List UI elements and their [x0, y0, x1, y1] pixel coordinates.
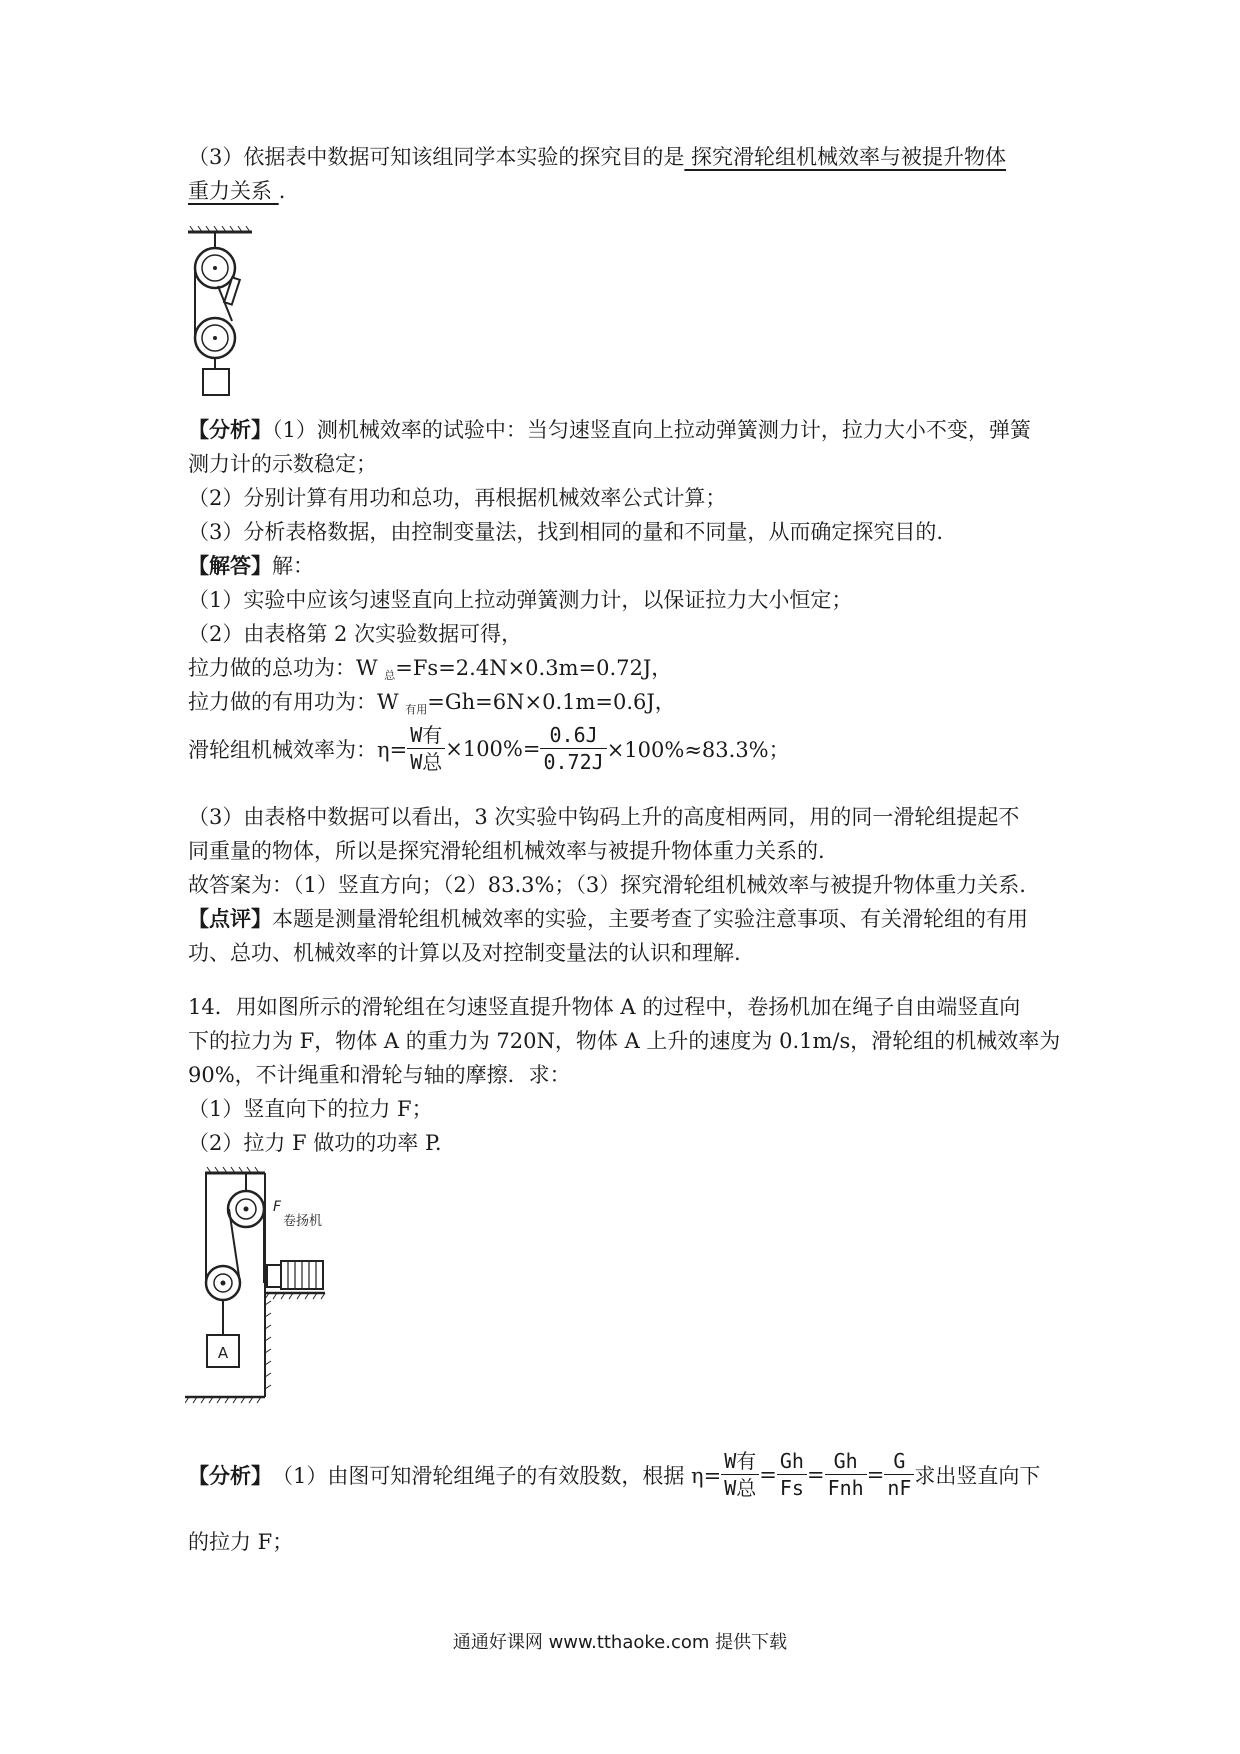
efficiency-mid: ×100%= — [445, 736, 541, 761]
analysis-13 — [188, 413, 1058, 719]
comment-tag: 【点评】 — [188, 907, 272, 931]
problem-14-line2: 下的拉力为 F，物体 A 的重力为 720N，物体 A 上升的速度为 0.1m/s，滑轮组的机械效率为 — [188, 1029, 1061, 1053]
analysis-13-p3: （3）分析表格数据，由控制变量法，找到相同的量和不同量，从而确定探究目的. — [188, 520, 944, 544]
analysis-14-line2: 的拉力 F； — [188, 1530, 294, 1554]
solution-13-continued — [188, 800, 1058, 970]
analysis-13-p1-line1: （1）测机械效率的试验中：当匀速竖直向上拉动弹簧测力计，拉力大小不变，弹簧 — [272, 418, 1031, 442]
fraction-values — [540, 722, 606, 775]
comment-line1: 本题是测量滑轮组机械效率的实验，主要考查了实验注意事项、有关滑轮组的有用 — [272, 907, 1028, 931]
solution-tag: 【解答】 — [188, 554, 272, 578]
force-f-label: F — [273, 1199, 282, 1215]
pulley-figure-2 — [185, 1165, 385, 1405]
analysis-14-tag: 【分析】 — [188, 1463, 272, 1488]
final-answer: 故答案为：（1）竖直方向；（2）83.3%；（3）探究滑轮组机械效率与被提升物体重力关系. — [188, 873, 1026, 897]
section-3-answer-part2: 重力关系 — [188, 179, 279, 203]
solution-13-s1: （1）实验中应该匀速竖直向上拉动弹簧测力计，以保证拉力大小恒定； — [188, 588, 853, 612]
efficiency-tail: ×100%≈83.3%； — [606, 737, 790, 762]
solution-13-s3-line2: 同重量的物体，所以是探究滑轮组机械效率与被提升物体重力关系的. — [188, 839, 825, 863]
fraction-1-num: W有 — [721, 1448, 759, 1475]
analysis-13-p2: （2）分别计算有用功和总功，再根据机械效率公式计算； — [188, 486, 727, 510]
total-work-sub: 总 — [384, 669, 396, 682]
fraction-2-den: Fs — [779, 1476, 804, 1500]
analysis-13-p1-line2: 测力计的示数稳定； — [188, 452, 377, 476]
section-3-answer-part1: 探究滑轮组机械效率与被提升物体 — [684, 145, 1007, 169]
total-work-label: 拉力做的总功为：W — [188, 656, 385, 680]
fraction-4 — [884, 1448, 914, 1501]
efficiency-formula — [188, 722, 790, 775]
useful-work-expr: =Gh=6N×0.1m=0.6J， — [427, 690, 676, 714]
fraction-2-num: Gh — [777, 1448, 807, 1475]
fraction-numerator-value: 0.6J — [540, 722, 606, 749]
section-3-prefix: （3）依据表中数据可知该组同学本实验的探究目的是 — [188, 145, 685, 169]
fraction-3 — [825, 1448, 867, 1501]
problem-14-line1: 14．用如图所示的滑轮组在匀速竖直提升物体 A 的过程中，卷扬机加在绳子自由端竖直向 — [188, 995, 1021, 1019]
section-3-suffix: . — [278, 179, 286, 203]
efficiency-label: 滑轮组机械效率为：η= — [188, 737, 408, 762]
fraction-3-den: Fnh — [827, 1476, 864, 1500]
block-a-label: A — [217, 1344, 229, 1362]
problem-14 — [188, 990, 1061, 1160]
winch-label: 卷扬机 — [283, 1214, 323, 1229]
solution-13-s3-line1: （3）由表格中数据可以看出，3 次实验中钩码上升的高度相两同，用的同一滑轮组提起不 — [188, 805, 1020, 829]
analysis-tag: 【分析】 — [188, 418, 272, 442]
total-work-expr: =Fs=2.4N×0.3m=0.72J， — [395, 656, 673, 680]
fraction-3-num: Gh — [825, 1448, 867, 1475]
useful-work-line — [188, 685, 1058, 719]
analysis-14-text: （1）由图可知滑轮组绳子的有效股数，根据 η= — [272, 1463, 722, 1488]
section-3-question — [188, 140, 1058, 208]
solution-13-s2: （2）由表格第 2 次实验数据可得， — [188, 622, 523, 646]
useful-work-sub: 有用 — [405, 703, 428, 716]
pulley-figure-1 — [180, 226, 260, 406]
analysis-14-line2-block — [188, 1525, 1058, 1559]
problem-14-line3: 90%，不计绳重和滑轮与轴的摩擦．求： — [188, 1063, 571, 1087]
equals-2: = — [806, 1462, 825, 1487]
useful-work-label: 拉力做的有用功为：W — [188, 690, 406, 714]
page-footer: 通通好课网 www.tthaoke.com 提供下载 — [452, 1632, 788, 1653]
fraction-w-useful-over-total — [407, 722, 445, 775]
fraction-2 — [777, 1448, 807, 1501]
equals-3: = — [866, 1462, 885, 1487]
equals-1: = — [759, 1462, 777, 1487]
problem-14-q2: （2）拉力 F 做功的功率 P. — [188, 1131, 442, 1155]
comment-line2: 功、总功、机械效率的计算以及对控制变量法的认识和理解. — [188, 941, 741, 965]
fraction-denominator-value: 0.72J — [543, 750, 604, 774]
total-work-line — [188, 651, 1058, 685]
fraction-denominator: W总 — [410, 750, 443, 774]
fraction-numerator: W有 — [407, 722, 445, 749]
fraction-4-num: G — [884, 1448, 914, 1475]
fraction-1-den: W总 — [724, 1476, 757, 1500]
fraction-4-den: nF — [887, 1476, 912, 1500]
solution-13-head: 解： — [272, 554, 314, 578]
analysis-14-tail: 求出竖直向下 — [914, 1463, 1041, 1488]
fraction-1 — [721, 1448, 759, 1501]
problem-14-q1: （1）竖直向下的拉力 F； — [188, 1097, 433, 1121]
analysis-14-line1 — [188, 1448, 1040, 1501]
